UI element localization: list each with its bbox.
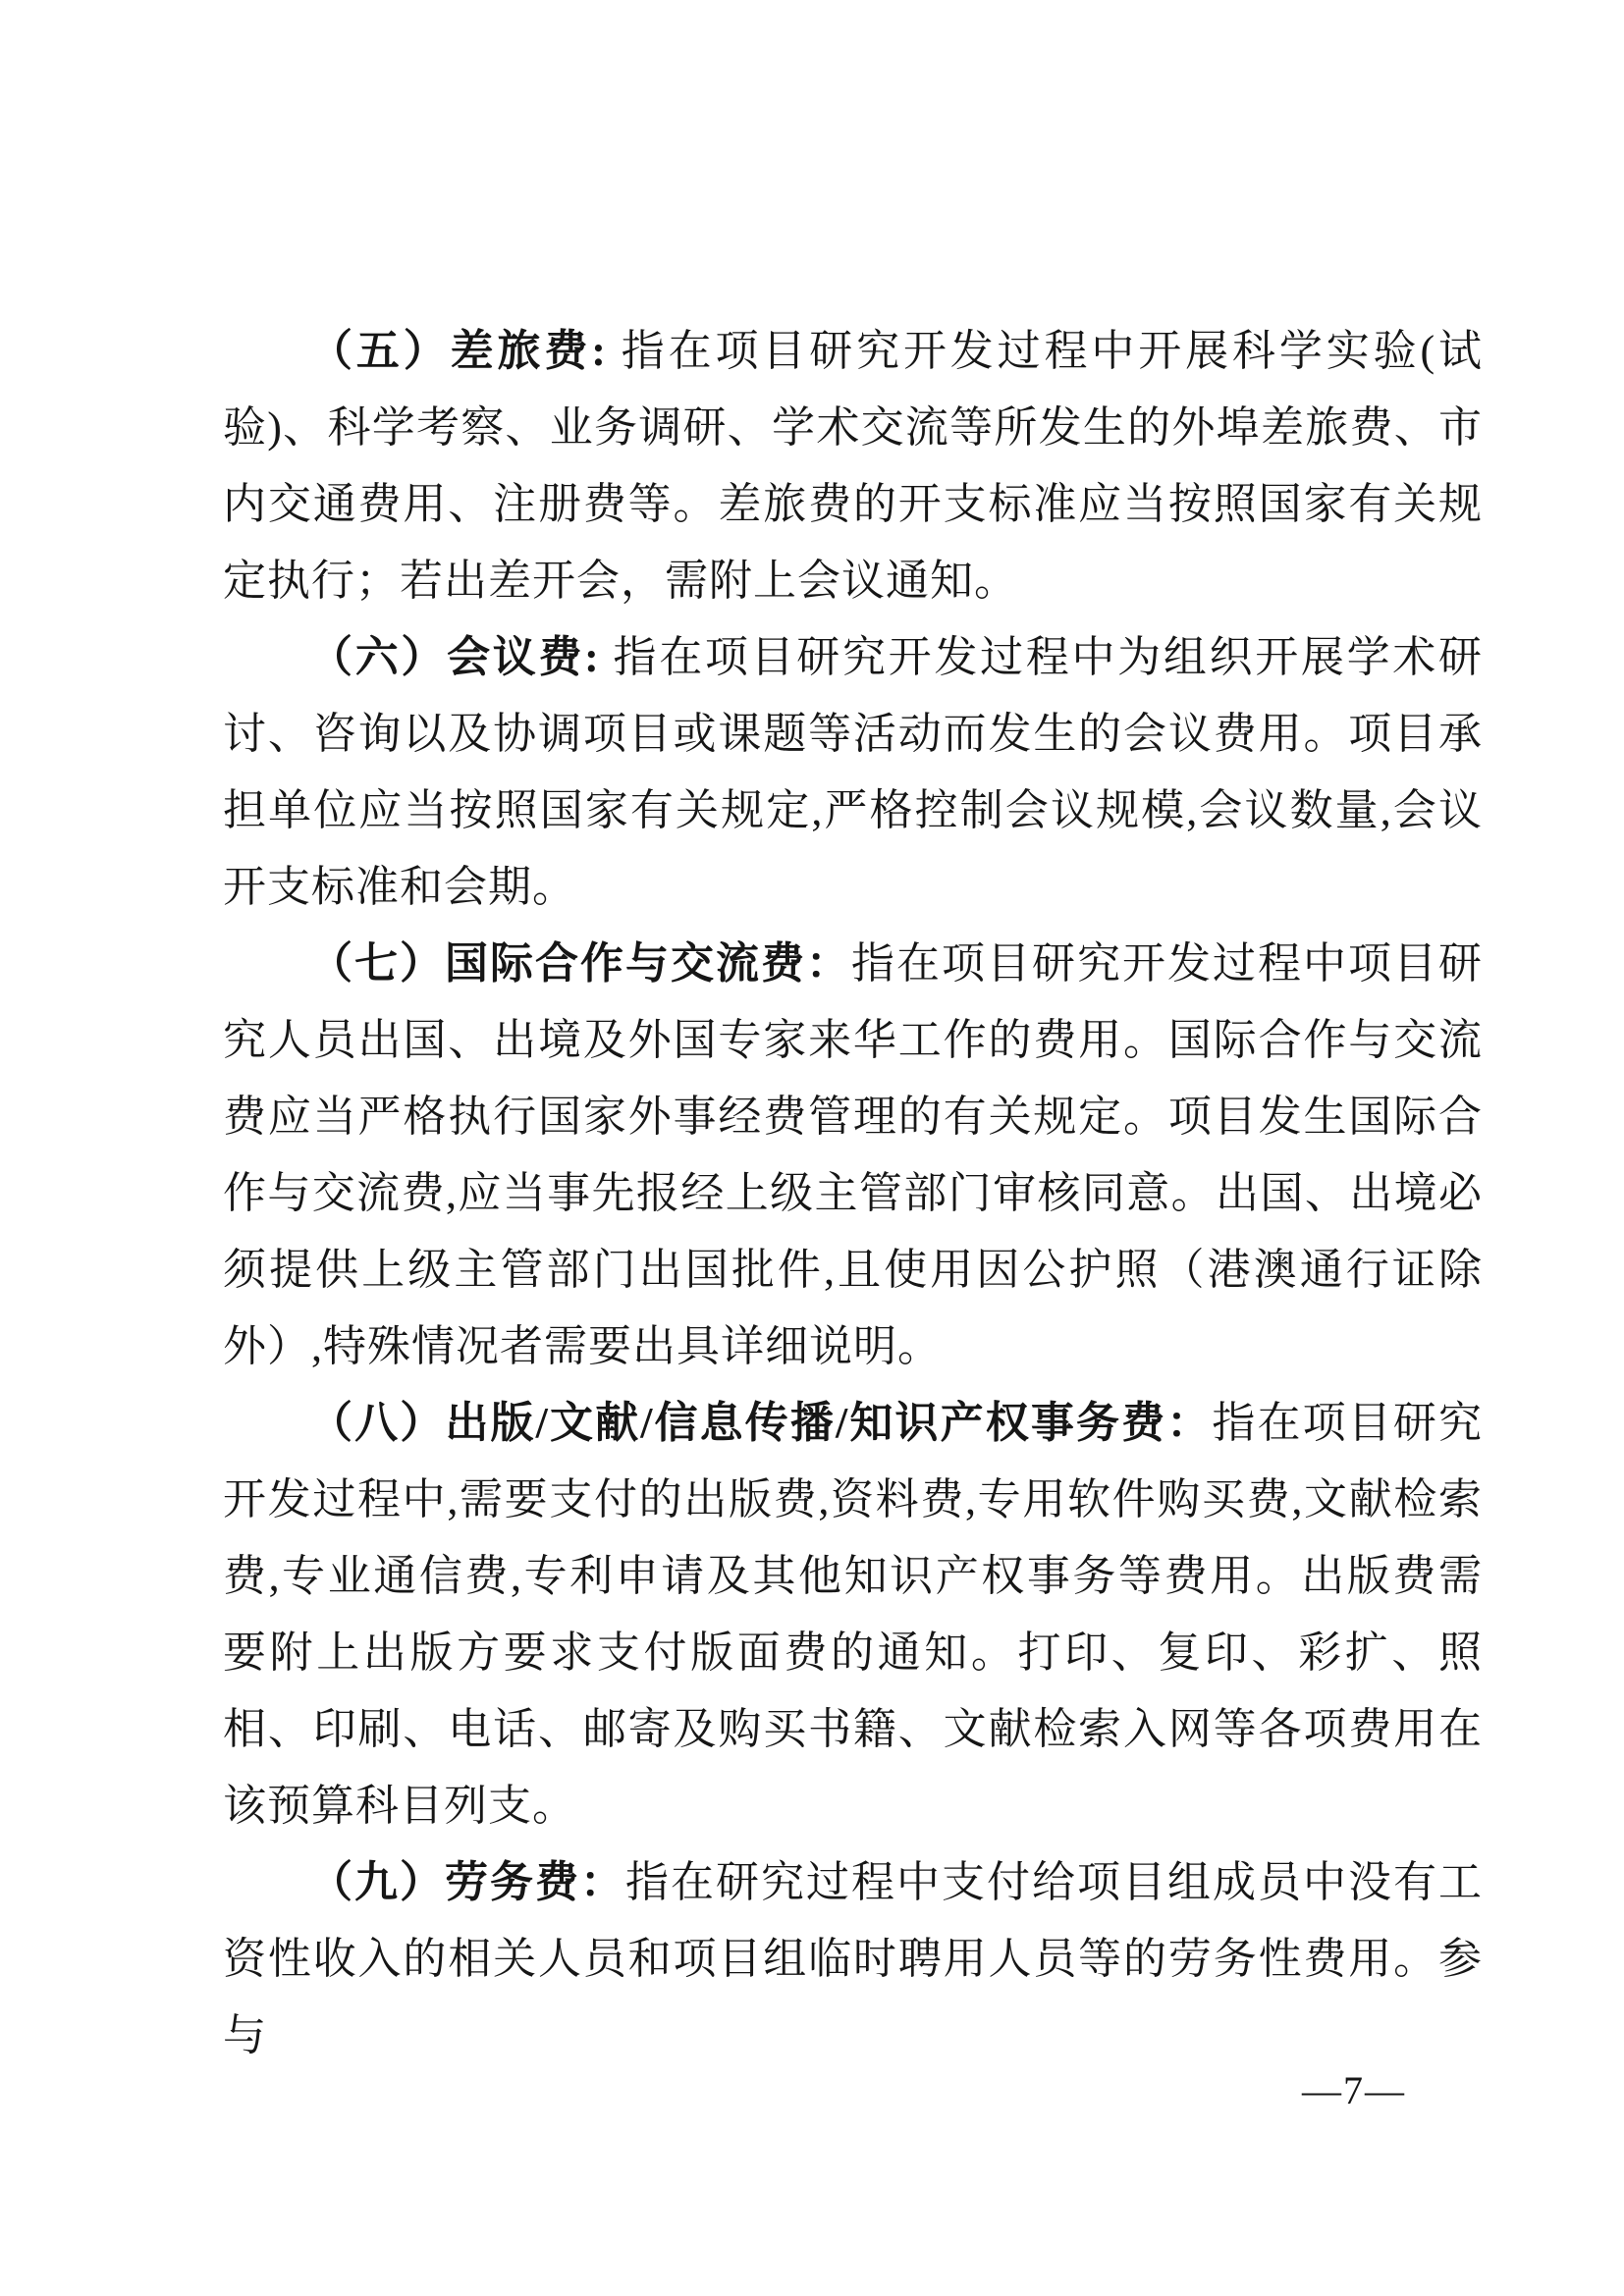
clause-label-meeting-expenses: （六）会议费:: [309, 633, 614, 681]
clause-text-publication-ip-expenses: 指在项目研究开发过程中,需要支付的出版费,资料费,专用软件购买费,文献检索费,专业通信费,专利申请及其他知识产权事务等费用。出版费需要附上出版方要求支付版面费的通知。打印、复印、彩扩、照相、印刷、电话、邮寄及购买书籍、文献检索入网等各项费用在该预算科目列支。: [223, 1399, 1483, 1830]
clause-label-labor-expenses: （九）劳务费：: [309, 1858, 625, 1906]
clause-label-travel-expenses: （五）差旅费:: [309, 327, 622, 375]
clause-label-publication-ip-expenses: （八）出版/文献/信息传播/知识产权事务费：: [309, 1399, 1213, 1447]
page-number: —7—: [1302, 2068, 1406, 2112]
clause-text-international-cooperation-expenses: 指在项目研究开发过程中项目研究人员出国、出境及外国专家来华工作的费用。国际合作与交流费应当严格执行国家外事经费管理的有关规定。项目发生国际合作与交流费,应当事先报经上级主管部门审核同意。出国、出境必须提供上级主管部门出国批件,且使用因公护照（港澳通行证除外）,特殊情况者需要出具详细说明。: [223, 939, 1483, 1370]
document-body: [223, 313, 1483, 2074]
paragraph-international-cooperation-expenses: [223, 926, 1483, 1385]
paragraph-meeting-expenses: [223, 619, 1483, 926]
clause-text-labor-expenses: 指在研究过程中支付给项目组成员中没有工资性收入的相关人员和项目组临时聘用人员等的劳务性费用。参与: [223, 1858, 1483, 2059]
clause-text-travel-expenses: 指在项目研究开发过程中开展科学实验(试验)、科学考察、业务调研、学术交流等所发生的外埠差旅费、市内交通费用、注册费等。差旅费的开支标准应当按照国家有关规定执行；若出差开会，需附上会议通知。: [223, 327, 1484, 605]
clause-label-international-cooperation-expenses: （七）国际合作与交流费：: [309, 939, 851, 988]
paragraph-publication-ip-expenses: [223, 1385, 1483, 1844]
paragraph-travel-expenses: [223, 313, 1483, 619]
paragraph-labor-expenses: [223, 1844, 1483, 2074]
clause-text-meeting-expenses: 指在项目研究开发过程中为组织开展学术研讨、咨询以及协调项目或课题等活动而发生的会议费用。项目承担单位应当按照国家有关规定,严格控制会议规模,会议数量,会议开支标准和会期。: [223, 633, 1484, 911]
